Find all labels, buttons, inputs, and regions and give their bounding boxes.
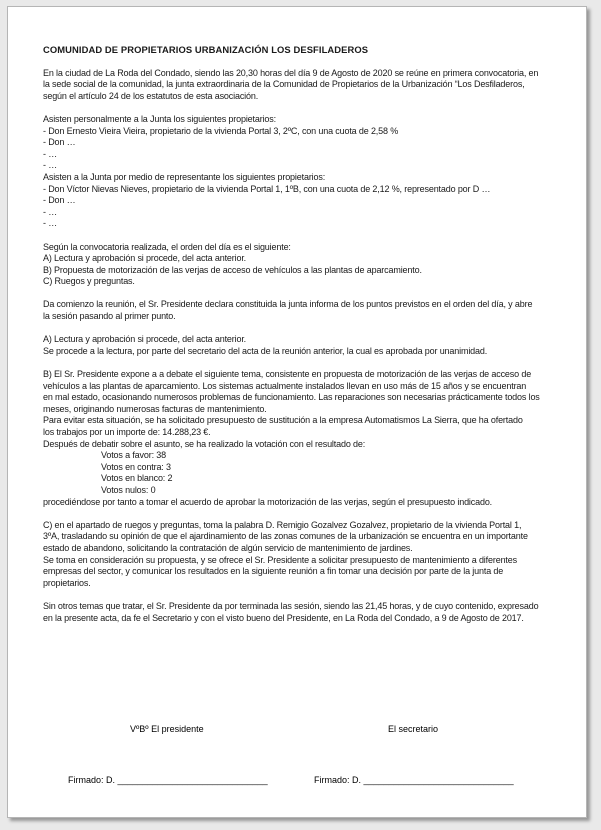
text-line: Da comienzo la reunión, el Sr. Presidente declara constituida la junta informa de los puntos previstos en el orden del día, y abre xyxy=(43,299,533,310)
text-line: propietarios. xyxy=(43,577,91,588)
text-line: B) El Sr. Presidente expone a a debate el siguiente tema, consistente en propuesta de motorización de las verjas de acceso de xyxy=(43,369,532,380)
text-line: Se procede a la lectura, por parte del secretario del acta de la reunión anterior, la cual es aprobada por unanimidad. xyxy=(43,345,488,356)
secretary-label: El secretario xyxy=(388,724,439,734)
text-line: A) Lectura y aprobación si procede, del acta anterior. xyxy=(43,334,247,345)
document-page xyxy=(7,6,587,818)
text-line: C) Ruegos y preguntas. xyxy=(43,276,135,287)
vote-line: Votos en blanco: 2 xyxy=(101,473,173,484)
text-line: los trabajos por un importe de: 14.288,23 €. xyxy=(43,427,211,437)
text-line: - … xyxy=(43,160,58,171)
text-line: Se toma en consideración su propuesta, y se ofrece el Sr. Presidente a solicitar presupuesto de mantenimiento a diferentes xyxy=(43,554,517,565)
text-line: - Don … xyxy=(43,195,76,206)
closing-paragraph xyxy=(43,601,553,624)
text-line: la sede social de la comunidad, la junta extraordinaria de la Comunidad de Propietarios de la Urbanización “Los Desfiladeros, xyxy=(43,79,525,90)
secretary-signature-line: Firmado: D. ______________________________ xyxy=(314,775,514,785)
text-line: Asisten personalmente a la Junta los siguientes propietarios: xyxy=(43,113,276,124)
text-line: Sin otros temas que tratar, el Sr. Presidente da por terminada las sesión, siendo las 21,45 horas, y de cuyo contenido, expresado xyxy=(43,600,539,611)
text-line: en la presente acta, da fe el Secretario y con el visto bueno del Presidente, en La Roda del Condado, a 9 de Agosto de 2017. xyxy=(43,612,524,623)
text-line: - … xyxy=(43,218,58,229)
text-line: empresas del sector, y comunicar los resultados en la siguiente reunión a fin tomar una decisión por parte de la junta de xyxy=(43,566,504,577)
intro-paragraph xyxy=(43,68,553,103)
point-c-section xyxy=(43,520,553,590)
agenda-section xyxy=(43,242,553,288)
attendees-section xyxy=(43,114,553,230)
text-line: Asisten a la Junta por medio de representante los siguientes propietarios: xyxy=(43,171,326,182)
document-title: COMUNIDAD DE PROPIETARIOS URBANIZACIÓN LOS DESFILADEROS xyxy=(43,44,369,55)
text-line: - … xyxy=(43,148,58,159)
text-line: - Don Víctor Nievas Nieves, propietario de la vivienda Portal 1, 1ºB, con una cuota de 2,12 %, representado por D … xyxy=(43,183,491,194)
text-line: meses, originando numerosas facturas de mantenimiento. xyxy=(43,403,267,414)
document-body xyxy=(43,44,553,624)
text-line: - … xyxy=(43,206,58,217)
text-line: B) Propuesta de motorización de las verjas de acceso de vehículos a las plantas de aparcamiento. xyxy=(43,264,422,275)
text-line: Según la convocatoria realizada, el orden del día es el siguiente: xyxy=(43,241,291,252)
text-line: en mal estado, ocasionando numerosos problemas de funcionamiento. Las reparaciones son necesarias prácticamente todos los xyxy=(43,392,540,403)
opening-paragraph xyxy=(43,299,553,322)
text-line: En la ciudad de La Roda del Condado, siendo las 20,30 horas del día 9 de Agosto de 2020 se reúne en primera convocatoria, en xyxy=(43,67,539,78)
president-signature-line: Firmado: D. ______________________________ xyxy=(68,775,268,785)
text-line: estado de abandono, solicitando la contratación de algún servicio de mantenimiento de jardines. xyxy=(43,542,413,553)
text-line: procediéndose por tanto a tomar el acuerdo de aprobar la motorización de las verjas, según el presupuesto indicado. xyxy=(43,496,493,507)
text-line: según el artículo 24 de los estatutos de esta asociación. xyxy=(43,90,259,101)
vote-line: Votos a favor: 38 xyxy=(101,450,166,461)
text-line: la sesión pasando al primer punto. xyxy=(43,311,176,322)
vote-line: Votos en contra: 3 xyxy=(101,461,171,472)
president-label: VºBº El presidente xyxy=(130,724,204,734)
text-line: Después de debatir sobre el asunto, se ha realizado la votación con el resultado de: xyxy=(43,438,366,449)
point-b-section xyxy=(43,369,553,508)
text-line: C) en el apartado de ruegos y preguntas, toma la palabra D. Remigio Gozalvez Gozalvez, propietario de la vivienda Portal 1, xyxy=(43,519,522,530)
text-line: 3ºA, trasladando su opinión de que el ajardinamiento de las zonas comunes de la urbanización se encuentra en un importante xyxy=(43,531,528,542)
text-line: Para evitar esta situación, se ha solicitado presupuesto de sustitución a la empresa Automatismos La Sierra, que ha ofertado xyxy=(43,415,523,426)
text-line: vehículos a las plantas de aparcamiento. Los sistemas actualmente instalados llevan en uso más de 15 años y se encuentran xyxy=(43,380,527,391)
text-line: A) Lectura y aprobación si procede, del acta anterior. xyxy=(43,253,247,264)
vote-line: Votos nulos: 0 xyxy=(101,484,156,495)
text-line: - Don … xyxy=(43,137,76,148)
text-line: - Don Ernesto Vieira Vieira, propietario de la vivienda Portal 3, 2ºC, con una cuota de 2,58 % xyxy=(43,125,399,136)
point-a-section xyxy=(43,334,553,357)
